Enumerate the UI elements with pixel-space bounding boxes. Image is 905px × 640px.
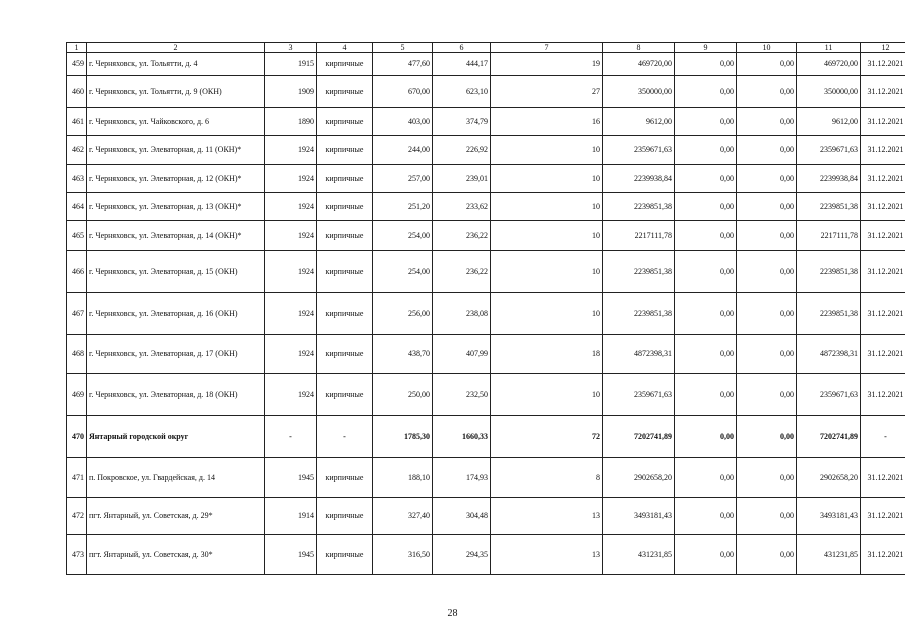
area-total-cell: 254,00	[373, 221, 433, 251]
row-number: 469	[67, 374, 87, 416]
fund-a-cell: 0,00	[675, 108, 737, 136]
col-header-12: 12	[861, 43, 905, 53]
table-row	[67, 221, 905, 251]
row-number: 465	[67, 221, 87, 251]
date-cell: 31.12.2021	[861, 136, 905, 165]
cost-total-cell: 3493181,43	[603, 498, 675, 535]
table-row	[67, 53, 905, 76]
fund-a-cell: 0,00	[675, 374, 737, 416]
cost-total-cell: 2359671,63	[603, 136, 675, 165]
cost-owners-cell: 2239851,38	[797, 193, 861, 221]
residents-cell: 19	[491, 53, 603, 76]
residents-cell: 10	[491, 374, 603, 416]
table-row	[67, 458, 905, 498]
address-cell: Янтарный городской округ	[87, 416, 265, 458]
residents-cell: 10	[491, 136, 603, 165]
area-living-cell: 294,35	[433, 535, 491, 575]
area-living-cell: 374,79	[433, 108, 491, 136]
date-cell: 31.12.2021	[861, 458, 905, 498]
table-row	[67, 76, 905, 108]
cost-owners-cell: 2239851,38	[797, 251, 861, 293]
date-cell: 31.12.2021	[861, 53, 905, 76]
table-body	[67, 43, 905, 575]
address-cell: г. Черняховск, ул. Элеваторная, д. 13 (ОКН)*	[87, 193, 265, 221]
row-number: 463	[67, 165, 87, 193]
residents-cell: 8	[491, 458, 603, 498]
fund-b-cell: 0,00	[737, 458, 797, 498]
cost-owners-cell: 2239938,84	[797, 165, 861, 193]
cost-owners-cell: 469720,00	[797, 53, 861, 76]
area-total-cell: 477,60	[373, 53, 433, 76]
table-header-row	[67, 43, 905, 53]
area-living-cell: 623,10	[433, 76, 491, 108]
material-cell: кирпичные	[317, 136, 373, 165]
fund-b-cell: 0,00	[737, 293, 797, 335]
year-cell: 1924	[265, 136, 317, 165]
area-total-cell: 251,20	[373, 193, 433, 221]
cost-total-cell: 4872398,31	[603, 335, 675, 374]
row-number: 462	[67, 136, 87, 165]
table-row	[67, 165, 905, 193]
fund-b-cell: 0,00	[737, 535, 797, 575]
material-cell: кирпичные	[317, 251, 373, 293]
residents-cell: 13	[491, 498, 603, 535]
table-row	[67, 251, 905, 293]
cost-owners-cell: 350000,00	[797, 76, 861, 108]
area-living-cell: 226,92	[433, 136, 491, 165]
cost-owners-cell: 9612,00	[797, 108, 861, 136]
area-living-cell: 236,22	[433, 251, 491, 293]
col-header-8: 8	[603, 43, 675, 53]
fund-a-cell: 0,00	[675, 458, 737, 498]
date-cell: 31.12.2021	[861, 165, 905, 193]
fund-b-cell: 0,00	[737, 374, 797, 416]
residents-cell: 13	[491, 535, 603, 575]
col-header-4: 4	[317, 43, 373, 53]
cost-total-cell: 9612,00	[603, 108, 675, 136]
material-cell: кирпичные	[317, 374, 373, 416]
area-living-cell: 174,93	[433, 458, 491, 498]
address-cell: г. Черняховск, ул. Элеваторная, д. 15 (ОКН)	[87, 251, 265, 293]
year-cell: 1924	[265, 374, 317, 416]
area-living-cell: 407,99	[433, 335, 491, 374]
fund-a-cell: 0,00	[675, 251, 737, 293]
material-cell: кирпичные	[317, 76, 373, 108]
date-cell: 31.12.2021	[861, 535, 905, 575]
area-living-cell: 1660,33	[433, 416, 491, 458]
year-cell: 1924	[265, 251, 317, 293]
row-number: 468	[67, 335, 87, 374]
col-header-10: 10	[737, 43, 797, 53]
housing-table	[66, 42, 905, 575]
area-total-cell: 254,00	[373, 251, 433, 293]
fund-b-cell: 0,00	[737, 53, 797, 76]
area-total-cell: 403,00	[373, 108, 433, 136]
row-number: 461	[67, 108, 87, 136]
row-number: 467	[67, 293, 87, 335]
col-header-1: 1	[67, 43, 87, 53]
cost-total-cell: 2902658,20	[603, 458, 675, 498]
table-row	[67, 193, 905, 221]
table-row	[67, 498, 905, 535]
year-cell: 1915	[265, 53, 317, 76]
area-living-cell: 238,08	[433, 293, 491, 335]
address-cell: пгт. Янтарный, ул. Советская, д. 29*	[87, 498, 265, 535]
material-cell: кирпичные	[317, 165, 373, 193]
fund-b-cell: 0,00	[737, 165, 797, 193]
residents-cell: 10	[491, 251, 603, 293]
area-total-cell: 316,50	[373, 535, 433, 575]
area-total-cell: 438,70	[373, 335, 433, 374]
table-subtotal-row	[67, 416, 905, 458]
material-cell: кирпичные	[317, 221, 373, 251]
material-cell: кирпичные	[317, 293, 373, 335]
cost-owners-cell: 2902658,20	[797, 458, 861, 498]
area-total-cell: 244,00	[373, 136, 433, 165]
cost-total-cell: 2239851,38	[603, 251, 675, 293]
area-total-cell: 257,00	[373, 165, 433, 193]
cost-total-cell: 2359671,63	[603, 374, 675, 416]
fund-a-cell: 0,00	[675, 498, 737, 535]
fund-a-cell: 0,00	[675, 335, 737, 374]
table-row	[67, 335, 905, 374]
fund-a-cell: 0,00	[675, 53, 737, 76]
fund-b-cell: 0,00	[737, 193, 797, 221]
cost-total-cell: 7202741,89	[603, 416, 675, 458]
cost-owners-cell: 2359671,63	[797, 136, 861, 165]
fund-b-cell: 0,00	[737, 221, 797, 251]
area-total-cell: 327,40	[373, 498, 433, 535]
date-cell: 31.12.2021	[861, 108, 905, 136]
year-cell: 1909	[265, 76, 317, 108]
fund-a-cell: 0,00	[675, 136, 737, 165]
residents-cell: 16	[491, 108, 603, 136]
table-row	[67, 108, 905, 136]
area-total-cell: 250,00	[373, 374, 433, 416]
date-cell: 31.12.2021	[861, 221, 905, 251]
year-cell: -	[265, 416, 317, 458]
date-cell: 31.12.2021	[861, 374, 905, 416]
material-cell: кирпичные	[317, 53, 373, 76]
page-number: 28	[447, 608, 458, 619]
fund-a-cell: 0,00	[675, 416, 737, 458]
fund-b-cell: 0,00	[737, 251, 797, 293]
date-cell: 31.12.2021	[861, 193, 905, 221]
cost-total-cell: 2239851,38	[603, 193, 675, 221]
area-total-cell: 188,10	[373, 458, 433, 498]
material-cell: кирпичные	[317, 108, 373, 136]
residents-cell: 10	[491, 221, 603, 251]
row-number: 473	[67, 535, 87, 575]
residents-cell: 72	[491, 416, 603, 458]
cost-total-cell: 469720,00	[603, 53, 675, 76]
fund-b-cell: 0,00	[737, 108, 797, 136]
row-number: 464	[67, 193, 87, 221]
residents-cell: 18	[491, 335, 603, 374]
year-cell: 1924	[265, 221, 317, 251]
material-cell: кирпичные	[317, 335, 373, 374]
address-cell: г. Черняховск, ул. Тольятти, д. 9 (ОКН)	[87, 76, 265, 108]
date-cell: 31.12.2021	[861, 293, 905, 335]
residents-cell: 27	[491, 76, 603, 108]
fund-b-cell: 0,00	[737, 416, 797, 458]
fund-b-cell: 0,00	[737, 76, 797, 108]
table-row	[67, 136, 905, 165]
cost-owners-cell: 2217111,78	[797, 221, 861, 251]
cost-owners-cell: 3493181,43	[797, 498, 861, 535]
date-cell: 31.12.2021	[861, 76, 905, 108]
date-cell: 31.12.2021	[861, 335, 905, 374]
address-cell: г. Черняховск, ул. Чайковского, д. 6	[87, 108, 265, 136]
material-cell: кирпичные	[317, 498, 373, 535]
year-cell: 1924	[265, 293, 317, 335]
area-living-cell: 233,62	[433, 193, 491, 221]
cost-total-cell: 2239938,84	[603, 165, 675, 193]
cost-total-cell: 2239851,38	[603, 293, 675, 335]
row-number: 460	[67, 76, 87, 108]
fund-b-cell: 0,00	[737, 498, 797, 535]
row-number: 466	[67, 251, 87, 293]
residents-cell: 10	[491, 293, 603, 335]
address-cell: г. Черняховск, ул. Элеваторная, д. 11 (ОКН)*	[87, 136, 265, 165]
area-living-cell: 304,48	[433, 498, 491, 535]
cost-owners-cell: 7202741,89	[797, 416, 861, 458]
year-cell: 1924	[265, 193, 317, 221]
cost-total-cell: 431231,85	[603, 535, 675, 575]
cost-owners-cell: 2239851,38	[797, 293, 861, 335]
year-cell: 1890	[265, 108, 317, 136]
col-header-9: 9	[675, 43, 737, 53]
row-number: 459	[67, 53, 87, 76]
fund-a-cell: 0,00	[675, 535, 737, 575]
date-cell: 31.12.2021	[861, 498, 905, 535]
table-row	[67, 374, 905, 416]
fund-b-cell: 0,00	[737, 335, 797, 374]
date-cell: 31.12.2021	[861, 251, 905, 293]
col-header-2: 2	[87, 43, 265, 53]
address-cell: г. Черняховск, ул. Элеваторная, д. 14 (ОКН)*	[87, 221, 265, 251]
row-number: 471	[67, 458, 87, 498]
fund-a-cell: 0,00	[675, 76, 737, 108]
year-cell: 1924	[265, 165, 317, 193]
area-total-cell: 1785,30	[373, 416, 433, 458]
address-cell: г. Черняховск, ул. Элеваторная, д. 18 (ОКН)	[87, 374, 265, 416]
col-header-3: 3	[265, 43, 317, 53]
cost-owners-cell: 431231,85	[797, 535, 861, 575]
residents-cell: 10	[491, 165, 603, 193]
cost-total-cell: 350000,00	[603, 76, 675, 108]
table-row	[67, 293, 905, 335]
material-cell: кирпичные	[317, 535, 373, 575]
address-cell: пгт. Янтарный, ул. Советская, д. 30*	[87, 535, 265, 575]
date-cell: -	[861, 416, 905, 458]
col-header-6: 6	[433, 43, 491, 53]
fund-a-cell: 0,00	[675, 221, 737, 251]
area-living-cell: 239,01	[433, 165, 491, 193]
cost-owners-cell: 2359671,63	[797, 374, 861, 416]
address-cell: г. Черняховск, ул. Элеваторная, д. 17 (ОКН)	[87, 335, 265, 374]
cost-total-cell: 2217111,78	[603, 221, 675, 251]
fund-a-cell: 0,00	[675, 193, 737, 221]
address-cell: г. Черняховск, ул. Тольятти, д. 4	[87, 53, 265, 76]
area-total-cell: 256,00	[373, 293, 433, 335]
address-cell: г. Черняховск, ул. Элеваторная, д. 12 (ОКН)*	[87, 165, 265, 193]
table-row	[67, 535, 905, 575]
col-header-7: 7	[491, 43, 603, 53]
year-cell: 1945	[265, 458, 317, 498]
year-cell: 1945	[265, 535, 317, 575]
area-living-cell: 444,17	[433, 53, 491, 76]
fund-a-cell: 0,00	[675, 293, 737, 335]
address-cell: п. Покровское, ул. Гвардейская, д. 14	[87, 458, 265, 498]
fund-b-cell: 0,00	[737, 136, 797, 165]
material-cell: -	[317, 416, 373, 458]
address-cell: г. Черняховск, ул. Элеваторная, д. 16 (ОКН)	[87, 293, 265, 335]
cost-owners-cell: 4872398,31	[797, 335, 861, 374]
area-living-cell: 232,50	[433, 374, 491, 416]
material-cell: кирпичные	[317, 458, 373, 498]
col-header-5: 5	[373, 43, 433, 53]
year-cell: 1924	[265, 335, 317, 374]
year-cell: 1914	[265, 498, 317, 535]
material-cell: кирпичные	[317, 193, 373, 221]
row-number: 472	[67, 498, 87, 535]
residents-cell: 10	[491, 193, 603, 221]
fund-a-cell: 0,00	[675, 165, 737, 193]
area-living-cell: 236,22	[433, 221, 491, 251]
row-number: 470	[67, 416, 87, 458]
col-header-11: 11	[797, 43, 861, 53]
area-total-cell: 670,00	[373, 76, 433, 108]
